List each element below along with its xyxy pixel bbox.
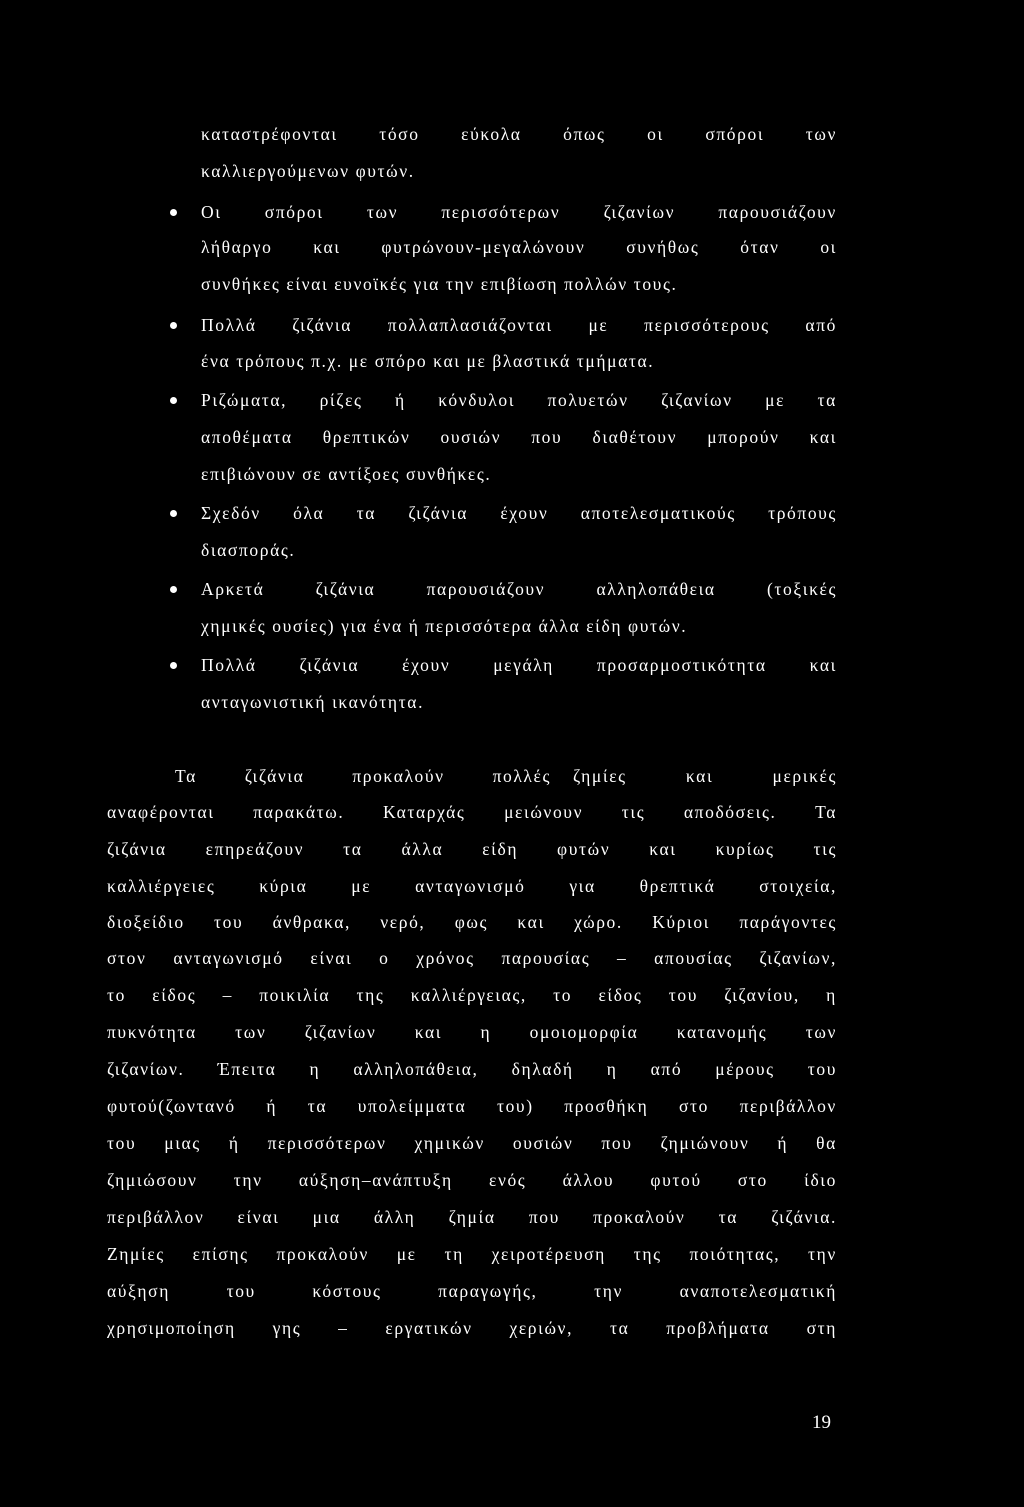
word: με [351, 876, 372, 896]
word: φυτρώνουν-μεγαλώνουν [381, 237, 586, 257]
word: λήθαργο [201, 237, 273, 257]
word: από [805, 315, 837, 335]
word: ή [228, 1133, 240, 1153]
word: ο [379, 948, 390, 968]
word: φυτού [650, 1170, 702, 1190]
word: που [531, 427, 563, 447]
text-line [201, 425, 837, 449]
word: πολλαπλασιάζονται [387, 315, 553, 335]
text-line [107, 1242, 837, 1266]
bullet-icon [170, 209, 177, 216]
word: Ριζώματα, [201, 390, 288, 410]
word: θρεπτικά [639, 876, 716, 896]
word: όπως [563, 124, 606, 144]
word: Πολλά [201, 655, 257, 675]
word: ζημιώσουν [107, 1170, 198, 1190]
word: πολλές [492, 766, 551, 786]
word: επίσης [192, 1244, 249, 1264]
word: και [414, 1022, 443, 1042]
word: καλλιέργειας, [410, 985, 527, 1005]
word: και [649, 839, 677, 859]
word: συνήθως [626, 237, 700, 257]
word: το [107, 985, 126, 1005]
word: ουσιών [512, 1133, 574, 1153]
word: προσθήκη [564, 1096, 649, 1116]
word: τρόπους [768, 503, 837, 523]
word: κόστους [312, 1281, 382, 1301]
word: στη [806, 1318, 837, 1338]
word: ζιζανίου, [724, 985, 800, 1005]
text-line: ένα τρόπους π.χ. με σπόρο και με βλαστικά τμήματα. [201, 351, 655, 371]
text-line: συνθήκες είναι ευνοϊκές για την επιβίωση πολλών τους. [201, 274, 678, 294]
text-line [107, 837, 837, 861]
word: ανταγωνισμό [415, 876, 526, 896]
word: προκαλούν [593, 1207, 686, 1227]
word: ζημία [448, 1207, 496, 1227]
word: είδη [482, 839, 519, 859]
word: καλλιέργειες [107, 876, 216, 896]
word: και [809, 427, 837, 447]
word: η [826, 985, 837, 1005]
word: μειώνουν [504, 802, 584, 822]
word: τα [343, 839, 363, 859]
word: την [594, 1281, 624, 1301]
word: της [633, 1244, 662, 1264]
word: αποθέματα [201, 427, 293, 447]
word: αναφέρονται [107, 802, 215, 822]
word: άλλου [562, 1170, 615, 1190]
word: αλληλοπάθεια, [353, 1059, 479, 1079]
word: δηλαδή [511, 1059, 574, 1079]
word: την [808, 1244, 837, 1264]
word: διοξείδιο [107, 912, 185, 932]
word: ζιζάνια. [771, 1207, 837, 1227]
text-line [107, 800, 837, 824]
word: μεγάλη [493, 655, 554, 675]
word: των [235, 1022, 267, 1042]
word: όταν [740, 237, 780, 257]
word: Τα [815, 802, 837, 822]
word: περιβάλλον [739, 1096, 837, 1116]
word: ζιζάνια [292, 315, 352, 335]
word: παρακάτω. [253, 802, 345, 822]
text-line [201, 235, 837, 259]
word: τα [718, 1207, 739, 1227]
word: οι [820, 237, 837, 257]
word: είναι [237, 1207, 280, 1227]
word: του) [496, 1096, 534, 1116]
word: μερικές [772, 766, 837, 786]
word: και [517, 912, 545, 932]
word: παρουσιάζουν [718, 202, 837, 222]
word: Πολλά [201, 315, 257, 335]
word: καταστρέφονται [201, 124, 338, 144]
word: Ζημίες [107, 1244, 165, 1264]
text-line [201, 501, 837, 525]
word: σπόροι [705, 124, 765, 144]
word: των [805, 1022, 837, 1042]
word: απουσίας [654, 948, 733, 968]
text-line: διασποράς. [201, 540, 296, 560]
word: (τοξικές [766, 579, 837, 599]
text-line [201, 653, 837, 677]
text-line [201, 577, 837, 601]
word: άνθρακα, [272, 912, 351, 932]
word: γης [272, 1318, 302, 1338]
word: την [233, 1170, 263, 1190]
word: μια [312, 1207, 341, 1227]
word: πυκνότητα [107, 1022, 197, 1042]
word: εργατικών [385, 1318, 473, 1338]
word: από [650, 1059, 683, 1079]
word: άλλα [401, 839, 444, 859]
text-line [107, 1168, 837, 1192]
word: επηρεάζουν [205, 839, 305, 859]
word: τα [307, 1096, 328, 1116]
word: θρεπτικών [322, 427, 411, 447]
word: των [805, 124, 837, 144]
word: περισσότερους [644, 315, 770, 335]
word: ομοιομορφία [529, 1022, 639, 1042]
text-line [201, 313, 837, 337]
word: αλληλοπάθεια [596, 579, 716, 599]
word: εύκολα [461, 124, 522, 144]
bullet-icon [170, 322, 177, 329]
word: των [366, 202, 399, 222]
text-line [107, 1205, 837, 1229]
word: που [528, 1207, 560, 1227]
word: νερό, [380, 912, 426, 932]
word: του [214, 912, 244, 932]
word: θα [816, 1133, 837, 1153]
word: ζημίες [573, 766, 627, 786]
text-line: καλλιεργούμενων φυτών. [201, 161, 415, 181]
text-line [107, 946, 837, 970]
text-line: ανταγωνιστική ικανότητα. [201, 692, 425, 712]
word: υπολείμματα [357, 1096, 467, 1116]
word: είναι [310, 948, 353, 968]
word: Οι [201, 202, 222, 222]
word: στοιχεία, [759, 876, 837, 896]
word: κύρια [259, 876, 308, 896]
text-segment [573, 764, 837, 788]
word: προκαλούν [276, 1244, 369, 1264]
word: η [309, 1059, 321, 1079]
word: φως [454, 912, 489, 932]
text-line [201, 200, 837, 224]
text-line [107, 874, 837, 898]
word: παρουσίας [501, 948, 591, 968]
word: στο [737, 1170, 768, 1190]
word: το [553, 985, 573, 1005]
word: ζιζανίων [603, 202, 676, 222]
word: η [480, 1022, 492, 1042]
word: Σχεδόν [201, 503, 261, 523]
word: ή [395, 390, 406, 410]
word: φυτών [557, 839, 611, 859]
page-number: 19 [812, 1412, 831, 1433]
paragraph-first-line [175, 764, 837, 788]
word: χρόνος [416, 948, 475, 968]
word: όλα [293, 503, 325, 523]
word: κυρίως [715, 839, 775, 859]
word: της [356, 985, 385, 1005]
word: διαθέτουν [592, 427, 678, 447]
word: – [617, 948, 628, 968]
word: περισσότερων [267, 1133, 387, 1153]
word: Τα [175, 766, 197, 786]
word: Αρκετά [201, 579, 265, 599]
text-line [201, 122, 837, 146]
word: τα [609, 1318, 630, 1338]
word: με [588, 315, 609, 335]
word: αύξηση [107, 1281, 170, 1301]
word: ποιότητας, [689, 1244, 781, 1264]
text-line [107, 983, 837, 1007]
text-line [107, 1057, 837, 1081]
word: οι [647, 124, 664, 144]
text-segment [175, 764, 551, 788]
word: ουσιών [440, 427, 502, 447]
word: προβλήματα [666, 1318, 770, 1338]
word: ρίζες [319, 390, 363, 410]
word: τις [621, 802, 646, 822]
word: και [809, 655, 837, 675]
word: του [107, 1133, 137, 1153]
word: ή [266, 1096, 278, 1116]
word: και [685, 766, 714, 786]
word: ανταγωνισμό [173, 948, 284, 968]
word: πολυετών [547, 390, 629, 410]
bullet-icon [170, 510, 177, 517]
word: άλλη [373, 1207, 416, 1227]
word: παραγωγής, [438, 1281, 538, 1301]
word: κόνδυλοι [438, 390, 516, 410]
text-line [107, 1020, 837, 1044]
word: ή [777, 1133, 789, 1153]
word: μιας [164, 1133, 201, 1153]
word: αποτελεσματικούς [580, 503, 736, 523]
text-line [107, 1131, 837, 1155]
text-line: χημικές ουσίες) για ένα ή περισσότερα άλλα είδη φυτών. [201, 616, 688, 636]
word: παράγοντες [739, 912, 837, 932]
word: ζιζανίων. [107, 1059, 185, 1079]
word: είδος [598, 985, 643, 1005]
word: παρουσιάζουν [426, 579, 546, 599]
word: αποδόσεις. [683, 802, 777, 822]
word: τη [444, 1244, 464, 1264]
text-line [107, 910, 837, 934]
word: προσαρμοστικότητα [596, 655, 767, 675]
word: προκαλούν [352, 766, 445, 786]
word: έχουν [402, 655, 451, 675]
word: χεριών, [509, 1318, 574, 1338]
word: τις [813, 839, 837, 859]
word: τα [356, 503, 377, 523]
word: και [313, 237, 341, 257]
word: κατανομής [676, 1022, 768, 1042]
word: ποικιλία [259, 985, 331, 1005]
word: μέρους [715, 1059, 775, 1079]
word: αύξηση–ανάπτυξη [298, 1170, 453, 1190]
word: ζιζανίων [661, 390, 733, 410]
word: ζιζάνια [408, 503, 469, 523]
word: Καταρχάς [383, 802, 466, 822]
word: χρησιμοποίηση [107, 1318, 236, 1338]
word: στον [107, 948, 147, 968]
word: – [338, 1318, 349, 1338]
text-line [201, 388, 837, 412]
word: φυτού(ζωντανό [107, 1096, 236, 1116]
word: ζιζάνια [244, 766, 305, 786]
text-line [107, 1094, 837, 1118]
word: ζιζανίων [304, 1022, 377, 1042]
word: χώρο. [574, 912, 623, 932]
word: περισσότερων [441, 202, 561, 222]
word: ζιζάνια [107, 839, 167, 859]
word: χειροτέρευση [491, 1244, 606, 1264]
word: για [569, 876, 596, 896]
word: τα [817, 390, 837, 410]
word: η [606, 1059, 618, 1079]
word: περιβάλλον [107, 1207, 205, 1227]
word: του [668, 985, 698, 1005]
word: έχουν [500, 503, 549, 523]
bullet-icon [170, 662, 177, 669]
word: με [765, 390, 786, 410]
text-line [107, 1316, 837, 1340]
word: ζιζάνια [315, 579, 376, 599]
word: αναποτελεσματική [679, 1281, 837, 1301]
word: ενός [489, 1170, 527, 1190]
word: στο [678, 1096, 709, 1116]
word: σπόροι [264, 202, 324, 222]
word: ζιζάνια [299, 655, 360, 675]
word: τόσο [379, 124, 420, 144]
word: με [396, 1244, 417, 1264]
word: Έπειτα [217, 1059, 277, 1079]
word: Κύριοι [652, 912, 710, 932]
word: ζημιώνουν [660, 1133, 750, 1153]
word: ζιζανίων, [759, 948, 837, 968]
word: χημικών [414, 1133, 485, 1153]
word: – [222, 985, 233, 1005]
word: του [226, 1281, 256, 1301]
word: που [601, 1133, 633, 1153]
word: είδος [152, 985, 197, 1005]
word: μπορούν [707, 427, 780, 447]
word: του [807, 1059, 837, 1079]
word: ίδιο [804, 1170, 837, 1190]
text-line [107, 1279, 837, 1303]
bullet-icon [170, 586, 177, 593]
bullet-icon [170, 397, 177, 404]
text-line: επιβιώνουν σε αντίξοες συνθήκες. [201, 464, 492, 484]
